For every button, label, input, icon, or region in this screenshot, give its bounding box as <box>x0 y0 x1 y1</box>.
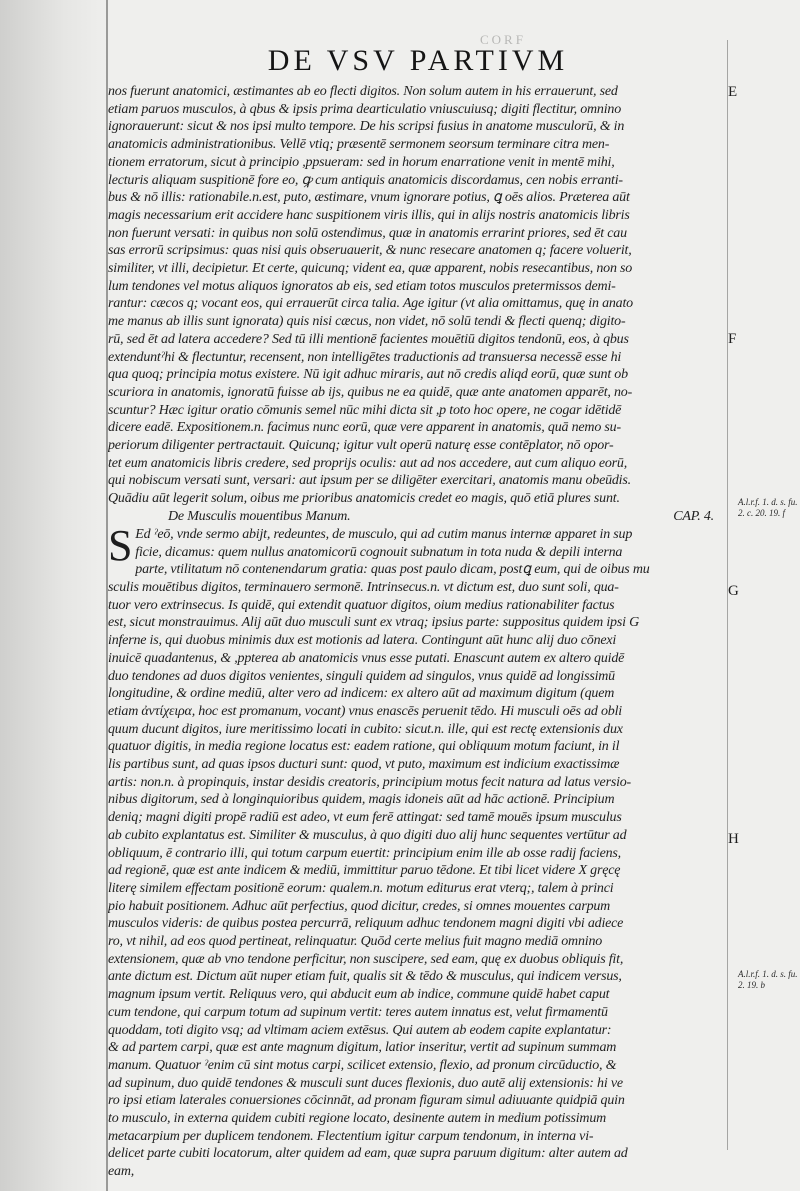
text-line: extensionem, quæ ab vno tendone perficitur, non suscipere, sed eam, quę ex duobus obliquis fit, <box>108 951 624 967</box>
text-line: quoddam, toti digito vsq; ad vltimam aciem extēsus. Qui autem ab eodem capite explantatur: <box>108 1022 612 1038</box>
text-line: extenduntˀhi & flectuntur, recensent, non intelligētes traductionis ad transuersa necessē esse hi <box>108 349 622 365</box>
bleed-through-text: CORF <box>480 32 526 47</box>
text-line: ab cubito explantatus est. Similiter & musculus, à quo digiti duo alij hunc sequentes vertūtur ad <box>108 827 627 843</box>
text-line: quatuor digitis, in media regione locatus est: eadem ratione, qui obliquum motum faciunt, in il <box>108 739 620 755</box>
text-line: quum ducunt digitos, iure meritissimo locati in cubito: sicut.n. ille, qui est rectę extensionis dux <box>108 721 623 737</box>
drop-initial: S <box>108 520 133 570</box>
chapter-title: De Musculis mouentibus Manum. <box>168 508 351 524</box>
margin-letter-e: E <box>728 84 738 100</box>
margin-note-1: A.l.r.f. 1. d. s. fu. 2. c. 20. 19. f <box>738 497 798 518</box>
text-line: magis necessarium erit accidere hanc suspitionem viris illis, qui in alijs nostris anatomicis libris <box>108 207 630 223</box>
text-line: est, sicut monstrauimus. Alij aūt duo musculi sunt ex vtraq; ipsius parte: suppositus quidem ipsi G <box>108 615 639 631</box>
text-line: non fuerunt versati: in quibus non solū ostendimus, quæ in anatomis errarint priores, sed ēt cau <box>108 225 627 241</box>
text-line: Quādiu aūt legerit solum, oibus me prioribus anatomicis credet eo magis, quō etiā plures sunt. <box>108 491 620 507</box>
running-head: DE VSV PARTIVM <box>267 44 569 77</box>
text-line: musculos videris: de quibus postea percurrā, reliquum adhuc tendonem magni digiti vbi adiece <box>108 916 624 932</box>
text-line: lum tendones vel motus aliquos ignoratos ab eis, sed etiam totos musculos pretermissos demi- <box>108 278 616 294</box>
text-line: anatomicis administrationibus. Vellē vtiq; præsentē sermonem seorsum terminare citra men- <box>108 137 610 153</box>
text-line: nos fuerunt anatomici, æstimantes ab eo flecti digitos. Non solum autem in his errauerunt, sed <box>108 84 618 99</box>
text-line: qua quoq; principia motus existere. Nū igit adhuc miraris, aut nō credis aliqd eorū, quæ sunt ob <box>108 367 628 383</box>
text-line: qui nobiscum versati sunt, versari: aut ipsum per se diligēter exercitari, anatomis manu obeūdis. <box>108 473 631 489</box>
text-line: & ad partem carpi, quæ est ante magnum digitum, latior inseritur, vertit ad supinum summam <box>108 1040 617 1056</box>
text-line: tionem erratorum, sicut à principio ,ppsueram: sed in horum enarratione venit in mentē mihi, <box>108 154 615 170</box>
text-line: magnum ipsum vertit. Reliquus vero, qui abducit eum ab indice, commune quidē habet caput <box>108 987 610 1003</box>
text-line: ficie, dicamus: quem nullus anatomicorū cognouit subnatum in tota nuda & depili interna <box>135 544 623 560</box>
text-line: rantur: cæcos q; vocant eos, qui errauerūt circa talia. Age igitur (vt alia omittamus, quę in anato <box>108 296 633 312</box>
text-line: tet eum anatomicis libris credere, sed proprijs oculis: aut ad nos accedere, aut cum aliquo eorū, <box>108 455 627 471</box>
paragraph-before-chapter <box>108 83 720 508</box>
text-line: me manus ab illis sunt ignorata) quis nisi cæcus, non videt, nō solū tendi & flecti quenq; digito- <box>108 314 626 330</box>
text-line: scuntur? Hæc igitur oratio cōmunis semel nūc mihi dicta sit ,p toto hoc opere, ne cogar idētidē <box>108 402 622 418</box>
text-line: etiam ἀντίχειρα, hoc est promanum, vocant) vnus enascēs peruenit tēdo. Hi musculi oēs ad obli <box>108 703 622 719</box>
text-line: cum tendone, qui carpum totum ad supinum vertit: teres autem innatus est, velut firmamentū <box>108 1004 608 1020</box>
text-line: to musculo, in externa quidem cubiti regione locato, desinente autem in medium potissimum <box>108 1111 607 1127</box>
text-line: lis partibus sunt, ad quas ipsos ducturi sunt: quod, vt puto, maximum est indicium exactissimæ <box>108 757 620 773</box>
text-line: similiter, vt illi, decipietur. Et certe, quicunq; vident ea, quæ apparent, nobis resecantibus, non so <box>108 261 633 277</box>
text-line: lecturis aliquam suspitionē fore eo, ꝙ cum antiquis anatomicis discordamus, cen nobis erranti- <box>108 172 623 188</box>
paragraph-after-chapter <box>108 520 720 1181</box>
margin-letter-h: H <box>728 831 739 847</box>
chapter-heading <box>168 508 714 526</box>
text-line: obliquum, ē contrario illi, qui totum carpum euertit: principium enim ille ab osse radij faciens, <box>108 845 621 861</box>
text-line: eam, <box>108 1164 135 1180</box>
gutter-shadow <box>0 0 108 1191</box>
text-line: ro ipsi etiam laterales conuersiones cōcinnāt, ad pronam figuram simul adiuuante quidpiā quin <box>108 1093 625 1109</box>
text-line: ante dictum est. Dictum aūt nuper etiam fuit, qualis sit & tēdo & musculus, qui indicem versus, <box>108 969 622 985</box>
margin-letter-f: F <box>728 331 737 347</box>
margin-note-2: A.l.r.f. 1. d. s. fu. 2. 19. b <box>738 969 798 990</box>
text-line: delicet parte cubiti locatorum, alter quidem ad eam, quæ supra paruum digitum: alter autem ad <box>108 1146 628 1162</box>
text-line: sas errorū scripsimus: quas nisi quis obseruauerit, & nunc resecare anatomen q; facere voluerit, <box>108 243 632 259</box>
text-line: scuriora in anatomis, ignoratū fuisse ab ijs, quibus ne ea quidē, quæ ante anatomen apparēt, no- <box>108 384 633 400</box>
text-line: inferne is, qui duobus minimis dux est motionis ad latera. Contingunt aūt hunc alij duo cōnexi <box>108 633 617 649</box>
text-line: periorum diligenter pertractauit. Quicunq; igitur vult operū naturę esse contēplator, nō opor- <box>108 438 614 454</box>
text-line: tuor vero extrinsecus. Is quidē, qui extendit quatuor digitos, oium medius rationabiliter factus <box>108 597 615 613</box>
text-line: dicere eadē. Expositionem.n. facimus nunc eorū, quæ vere apparent in anatomis, quā nemo su- <box>108 420 621 436</box>
margin-letter-g: G <box>728 583 739 599</box>
text-line: ignorauerunt: sicut & nos ipsi multo tempore. De his scripsi fusius in anatome musculorū, & in <box>108 119 625 135</box>
body-text <box>108 83 720 1181</box>
text-line: nibus digitorum, sed à longinquioribus quidem, magis idoneis aūt ad hāc actionē. Principium <box>108 792 615 808</box>
text-line: Ed ˀeō, vnde sermo abijt, redeuntes, de musculo, qui ad cutim manus internæ apparet in sup <box>135 526 633 542</box>
text-line: ad supinum, duo quidē tendones & musculi sunt duces flexionis, duo autē alij extensionis: hi ve <box>108 1075 623 1091</box>
text-line: ro, vt nihil, ad eos quod pertineat, relinquatur. Quōd certe melius fuit magno mediā omnino <box>108 934 603 950</box>
text-line: longitudine, & ordine mediū, alter vero ad indicem: ex altero aūt ad maximum digitum (quem <box>108 686 615 702</box>
text-line: parte, vtilitatum nō contenendarum gratia: quas post paulo dicam, postꝗ eum, qui de oibus mu <box>135 562 650 578</box>
text-line: inuicē quadantenus, & ,ppterea ab anatomicis vnus esse putati. Enascunt autem ex altero quidē <box>108 650 625 666</box>
text-line: ad regionē, quæ est ante indicem & mediū, immittitur paruo tēdone. Et tibi licet videre X gręcę <box>108 863 621 879</box>
text-line: rū, sed ēt ad latera accedere? Sed tū illi mentionē facientes mouētiū digitos tendonū, eos, à qbus <box>108 331 629 347</box>
text-line: metacarpium per duplicem tendonem. Flectentium igitur carpum tendonum, in interna vi- <box>108 1128 594 1144</box>
text-line: artis: non.n. à propinquis, instar desidis creatoris, principium motus fecit natura ad latus versio- <box>108 774 632 790</box>
text-line: manum. Quatuor ˀenim cū sint motus carpi, scilicet extensio, flexio, ad pronum circūductio, & <box>108 1057 617 1073</box>
text-line: duo tendones ad duos digitos venientes, singuli quidem ad singulos, vnus quidē ad longissimū <box>108 668 615 684</box>
chapter-label: CAP. 4. <box>673 508 714 524</box>
text-line: etiam paruos musculos, à qbus & ipsis prima dearticulatio vniuscuiusq; digiti flectitur, omnino <box>108 101 621 117</box>
text-line: sculis mouētibus digitos, terminauero sermonē. Intrinsecus.n. vt dictum est, duo sunt soli, qua- <box>108 579 619 595</box>
text-line: pio habuit positionem. Adhuc aūt perfectius, quod dicitur, credes, si omnes mouentes carpum <box>108 898 611 914</box>
book-page <box>108 0 800 1191</box>
text-line: literę similem effectam positionē eorum: qualem.n. motum editurus erat vterq;, talem à princi <box>108 880 614 896</box>
text-line: bus & nō illis: rationabile.n.est, puto, æstimare, vnum ignorare potius, ꝗ oēs alios. Præterea aūt <box>108 190 630 206</box>
text-line: deniq; magni digiti propē radiū est adeo, vt eum ferē attingat: sed tamē mouēs ipsum musculus <box>108 810 622 826</box>
